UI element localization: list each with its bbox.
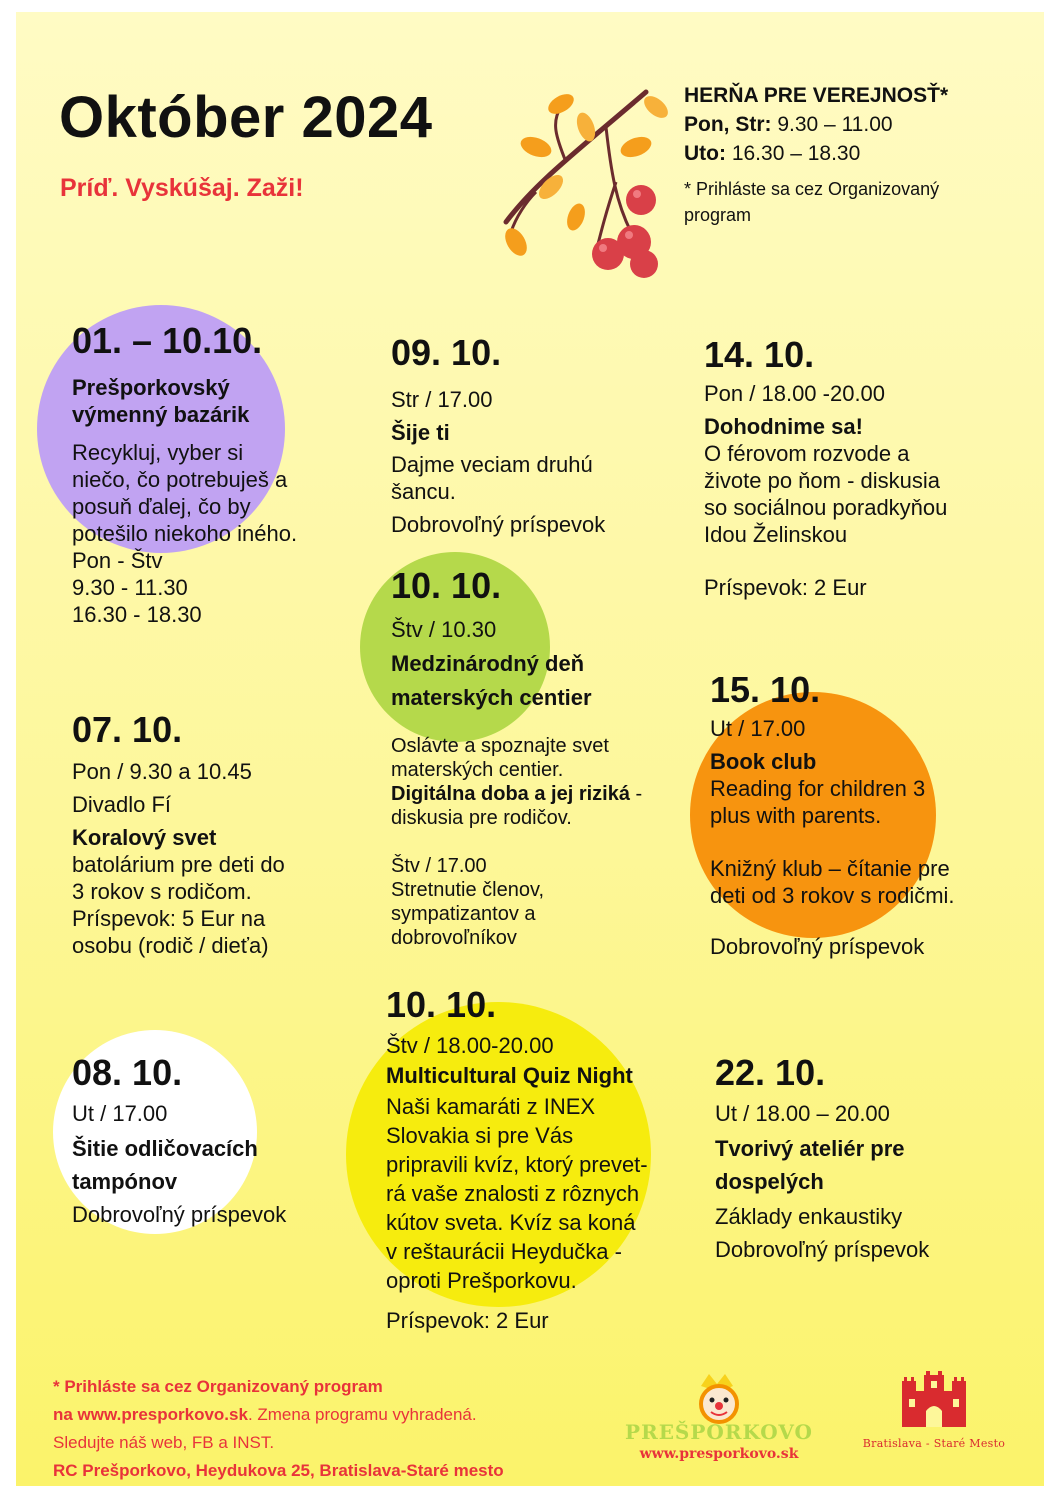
event-sitie-tamponov [72, 1052, 286, 1228]
event-time: Štv / 18.00-20.00 [386, 1033, 554, 1058]
slogan: Príď. Vyskúšaj. Zaži! [60, 174, 304, 202]
herna-title: HERŇA PRE VEREJNOSŤ* [684, 84, 949, 107]
event-title: Šije ti [391, 420, 450, 445]
event-desc: kútov sveta. Kvíz sa koná [386, 1210, 636, 1235]
event-book-club [710, 669, 955, 960]
event-time: Str / 17.00 [391, 387, 493, 412]
event-desc: pripravili kvíz, ktorý prevet- [386, 1152, 648, 1177]
event-desc: 3 rokov s rodičom. [72, 879, 252, 904]
event-desc: Digitálna doba a jej riziká - [391, 783, 643, 805]
event-date: 10. 10. [391, 565, 502, 606]
event-desc: Naši kamaráti z INEX [386, 1094, 596, 1119]
event-title: Book club [710, 749, 817, 774]
herna-box [684, 84, 948, 228]
event-time: Štv / 10.30 [391, 617, 497, 642]
event-desc: so sociálnou poradkyňou [704, 495, 948, 520]
event-fee: Dobrovoľný príspevok [391, 512, 606, 537]
event-fee: Príspevok: 2 Eur [704, 575, 867, 600]
event-date: 22. 10. [715, 1052, 826, 1093]
poster [16, 12, 1044, 1486]
event-desc: batolárium pre deti do [72, 852, 285, 877]
event-fee: Dobrovoľný príspevok [715, 1237, 930, 1262]
event-desc: Príspevok: 5 Eur na [72, 906, 266, 931]
event-desc: deti od 3 rokov s rodičmi. [710, 883, 955, 908]
castle-icon [898, 1369, 970, 1431]
logo-wordmark: PREŠPORKOVO [625, 1420, 813, 1444]
event-date: 15. 10. [710, 669, 821, 710]
event-desc: materských centier. [391, 759, 564, 781]
event-desc: oproti Prešporkovu. [386, 1268, 577, 1293]
footer-line-1: * Prihláste sa cez Organizovaný program [53, 1377, 383, 1396]
event-organizer: Divadlo Fí [72, 792, 172, 817]
event-koralovy-svet [72, 709, 285, 959]
event-time: Štv / 17.00 [391, 855, 487, 877]
event-fee: Príspevok: 2 Eur [386, 1308, 549, 1333]
event-date: 01. – 10.10. [72, 320, 263, 361]
footer-website-link[interactable]: na www.presporkovo.sk [53, 1405, 248, 1424]
event-title: Medzinárodný deň [391, 651, 585, 676]
event-desc: diskusia pre rodičov. [391, 807, 572, 829]
herna-line-1: Pon, Str: 9.30 – 11.00 [684, 113, 893, 136]
herna-note-1: * Prihláste sa cez Organizovaný [684, 179, 940, 199]
event-title: materských centier [391, 685, 592, 710]
event-title: Dohodnime sa! [704, 414, 863, 439]
event-title: Multicultural Quiz Night [386, 1063, 633, 1088]
event-fee: Dobrovoľný príspevok [72, 1202, 287, 1227]
stare-mesto-label: Bratislava - Staré Mesto [862, 1437, 1006, 1450]
event-title: Šitie odličovacích [72, 1136, 258, 1161]
event-date: 08. 10. [72, 1052, 183, 1093]
page-title: Október 2024 [59, 85, 433, 150]
event-time: Pon / 9.30 a 10.45 [72, 759, 252, 784]
event-date: 09. 10. [391, 332, 502, 373]
event-title: Tvorivý ateliér pre [715, 1136, 905, 1161]
event-time: 16.30 - 18.30 [72, 602, 202, 627]
event-dohodnime-sa [704, 334, 947, 601]
clown-face-icon [689, 1374, 749, 1426]
event-desc: osobu (rodič / dieťa) [72, 933, 269, 958]
event-date: 10. 10. [386, 984, 497, 1025]
event-time: 9.30 - 11.30 [72, 575, 188, 600]
footer-line-2: . Zmena programu vyhradená. [247, 1405, 477, 1424]
logo-url-link[interactable]: www.presporkovo.sk [639, 1446, 799, 1462]
event-desc: dobrovoľníkov [391, 927, 517, 949]
event-time: Pon / 18.00 -20.00 [704, 381, 886, 406]
footer-address: RC Prešporkovo, Heydukova 25, Bratislava-Staré mesto [53, 1461, 504, 1480]
event-desc: Základy enkaustiky [715, 1204, 903, 1229]
event-title: výmenný bazárik [72, 402, 250, 427]
herna-line-2: Uto: 16.30 – 18.30 [684, 142, 861, 165]
event-tvorivy-atelier [715, 1052, 929, 1263]
event-time: Ut / 17.00 [72, 1101, 168, 1126]
event-title: Prešporkovský [72, 375, 230, 400]
event-desc: potešilo niekoho iného. [72, 521, 298, 546]
event-desc: Idou Želinskou [704, 522, 848, 547]
event-time: Ut / 17.00 [710, 716, 806, 741]
event-desc: Dajme veciam druhú [391, 452, 593, 477]
event-desc: sympatizantov a [391, 903, 536, 925]
event-desc: plus with parents. [710, 803, 882, 828]
event-desc: šancu. [391, 479, 456, 504]
event-quiz-night [386, 984, 648, 1334]
event-desc: posuň ďalej, čo by [72, 494, 251, 519]
event-title: tampónov [72, 1169, 178, 1194]
event-desc: Slovakia si pre Vás [386, 1123, 574, 1148]
event-desc: živote po ňom - diskusia [704, 468, 940, 493]
stare-mesto-logo [844, 1369, 1024, 1450]
footer-line-3: Sledujte náš web, FB a INST. [53, 1433, 275, 1452]
event-desc: O férovom rozvode a [704, 441, 910, 466]
event-desc: Oslávte a spoznajte svet [391, 735, 609, 757]
event-desc: Knižný klub – čítanie pre [710, 856, 950, 881]
event-date: 14. 10. [704, 334, 815, 375]
event-desc: v reštaurácii Heydučka - [386, 1239, 622, 1264]
event-desc: Recykluj, vyber si [72, 440, 244, 465]
event-bazarik [72, 320, 297, 628]
event-materske-centra [391, 565, 642, 950]
event-desc: rá vaše znalosti z rôznych [386, 1181, 640, 1206]
event-fee: Dobrovoľný príspevok [710, 934, 925, 959]
event-days: Pon - Štv [72, 548, 163, 573]
event-desc: Reading for children 3 [710, 776, 926, 801]
presporkovo-logo [619, 1374, 819, 1462]
event-title: Koralový svet [72, 825, 217, 850]
event-sije-ti [391, 332, 605, 538]
event-desc: Stretnutie členov, [391, 879, 545, 901]
footer-info [53, 1373, 504, 1485]
event-title: dospelých [715, 1169, 824, 1194]
event-desc: niečo, čo potrebuješ a [72, 467, 288, 492]
herna-note-2: program [684, 205, 752, 225]
event-date: 07. 10. [72, 709, 183, 750]
autumn-branch-illustration [496, 82, 676, 292]
event-time: Ut / 18.00 – 20.00 [715, 1101, 890, 1126]
